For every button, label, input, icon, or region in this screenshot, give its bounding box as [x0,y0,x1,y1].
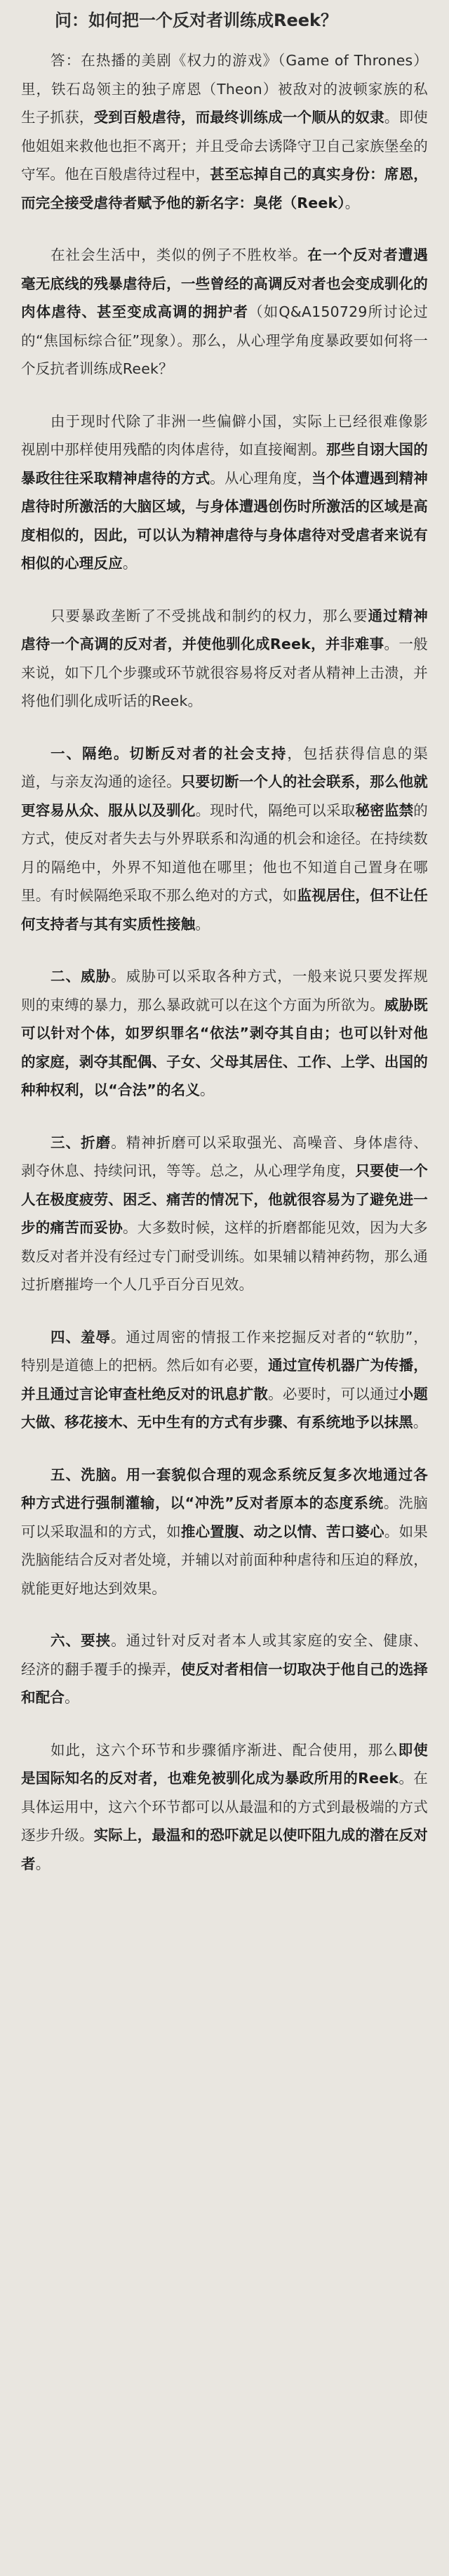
emphasized-text: 使反对者相信一切取决于他自己的选择和配合 [21,1660,428,1706]
body-text: 的方式，使反对者失去与外界联系和沟通的机会和途径。在持续数月的隔绝中，外界不知道他在哪里；他也不知道自己置身在哪里。有时候隔绝采取不那么绝对的方式，如 [21,801,428,904]
body-text: 在社会生活中，类似的例子不胜枚举。 [51,247,308,263]
body-text: 。通过针对反对者本人或其家庭的安全、健康、经济的翻手覆手的操弄， [21,1632,428,1678]
body-text: 。 [413,1414,428,1431]
emphasized-text: 推心置腹、动之以情、苦口婆心 [180,1523,384,1540]
body-text: 。即使他姐姐来救他也拒不离开；并且受命去诱降守卫自己家族堡垒的守军。他在百般虐待过程中， [21,109,429,183]
emphasized-text: 三、折磨 [51,1133,112,1151]
article-body [21,46,428,1878]
emphasized-text: 一、隔绝。切断反对者的社会支持 [51,744,288,762]
emphasized-text: 通过宣传机器广为传播，并且通过言论审查杜绝反对的讯息扩散 [21,1357,429,1402]
body-text: 。 [195,915,210,933]
body-text: 。 [65,1689,79,1706]
step-torture-paragraph [21,1129,428,1299]
emphasized-text: 实际上，最温和的恐吓就足以使吓阻九成的潜在反对者 [21,1827,428,1872]
emphasized-text: 在一个反对者遭遇毫无底线的残暴虐待后，一些曾经的高调反对者也会变成驯化的肉体虐待、甚至变成高调的拥护者 [21,247,428,320]
emphasized-text: 小题大做、移花接木、无中生有的方式有步骤、有系统地予以抹黑 [21,1385,428,1431]
emphasized-text: 五、洗脑。用一套貌似合理的观念系统反复多次地通过各种方式进行强制灌输，以“冲洗”反对者原本的态度系统 [21,1466,428,1511]
body-text: 只要暴政垄断了不受挑战和制约的权力，那么要 [51,607,368,624]
emphasized-text: 只要使一个人在极度疲劳、困乏、痛苦的情况下，他就很容易为了避免进一步的痛苦而妥协 [21,1162,428,1236]
conclusion-paragraph [21,1736,428,1879]
body-text: 。在具体运用中，这六个环节都可以从最温和的方式到最极端的方式逐步升级。 [21,1770,429,1844]
emphasized-text: 威胁既可以针对个体，如罗织罪名“依法”剥夺其自由；也可以针对他的家庭，剥夺其配偶、子女、父母其居住、工作、上学、出国的种种权利，以“合法”的名义 [21,996,429,1098]
modern-times-paragraph [21,407,428,578]
emphasized-text: 监视居住，但不让任何支持者与其有实质性接触 [21,887,428,933]
body-text: 。一般来说，如下几个步骤或环节就很容易将反对者从精神上击溃，并将他们驯化成听话的Reek。 [21,636,428,709]
body-text: 。 [35,1855,51,1872]
step-coercion-paragraph [21,1627,428,1712]
body-text: ，包括获得信息的渠道，与亲友沟通的途径。 [21,744,429,790]
step-threat-paragraph [21,962,428,1105]
body-text: 。精神折磨可以采取强光、高噪音、身体虐待、剥夺休息、持续问讯，等等。总之，从心理学角度， [21,1133,428,1179]
step-isolation-paragraph [21,740,428,939]
body-text: 。 [122,555,138,572]
question-heading: 问：如何把一个反对者训练成Reek？ [55,11,337,30]
social-life-paragraph [21,241,428,383]
body-text: 。大多数时候，这样的折磨都能见效，因为大多数反对者并没有经过专门耐受训练。如果辅以精神药物，那么通过折磨摧垮一个人几乎百分百见效。 [21,1219,429,1293]
body-text: 。必要时，可以通过 [268,1385,399,1402]
emphasized-text: 二、威胁 [51,968,112,985]
body-text: 。 [344,194,360,211]
emphasized-text: 通过精神虐待一个高调的反对者，并使他驯化成Reek，并非难事 [21,607,428,652]
emphasized-text: 受到百般虐待，而最终训练成一个顺从的奴隶 [93,109,384,126]
body-text: 。从心理角度， [210,469,312,487]
body-text: 由于现时代除了非洲一些偏僻小国，实际上已经很难像影视剧中那样使用残酷的肉体虐待，如直接阉割。 [21,412,428,458]
body-text: 。现时代，隔绝可以采取 [195,801,356,819]
body-text: 。通过周密的情报工作来挖掘反对者的“软肋”，特别是道德上的把柄。然后如有必要， [21,1328,428,1374]
emphasized-text: 四、羞辱 [51,1328,111,1346]
step-humiliation-paragraph [21,1323,428,1437]
emphasized-text: 那些自诩大国的暴政往往采取精神虐待的方式 [21,441,429,487]
step-brainwash-paragraph [21,1461,428,1603]
emphasized-text: 秘密监禁 [355,801,414,819]
emphasized-text: 当个体遭遇到精神虐待时所激活的大脑区域，与身体遭遇创伤时所激活的区域是高度相似的，因此，可以认为精神虐待与身体虐待对受虐者来说有相似的心理反应 [21,469,428,572]
body-text: 。威胁可以采取各种方式，一般来说只要发挥规则的束缚的暴力，那么暴政就可以在这个方面为所欲为。 [21,968,428,1013]
body-text: （如Q&A150729所讨论过的“焦国标综合征”现象）。那么，从心理学角度暴政要如何将一个反抗者训练成Reek？ [21,303,428,377]
body-text: 。 [200,1082,215,1098]
body-text: 。洗脑可以采取温和的方式，如 [21,1494,428,1540]
answer-intro-paragraph [21,46,428,217]
emphasized-text: 只要切断一个人的社会联系，那么他就更容易从众、服从以及驯化 [21,773,428,819]
emphasized-text: 甚至忘掉自己的真实身份：席恩，而完全接受虐待者赋予他的新名字：臭佬（Reek） [21,166,428,211]
emphasized-text: 六、要挟 [51,1632,112,1649]
body-text: 答：在热播的美剧《权力的游戏》（Game of Thrones）里，铁石岛领主的独子席恩（Theon）被敌对的波顿家族的私生子抓获， [21,52,428,126]
emphasized-text: 即使是国际知名的反对者，也难免被驯化成为暴政所用的Reek [21,1741,428,1787]
summary-paragraph [21,602,428,716]
body-text: 如此，这六个环节和步骤循序渐进、配合使用，那么 [51,1741,398,1759]
body-text: 。如果洗脑能结合反对者处境，并辅以对前面种种虐待和压迫的释放，就能更好地达到效果。 [21,1523,428,1597]
